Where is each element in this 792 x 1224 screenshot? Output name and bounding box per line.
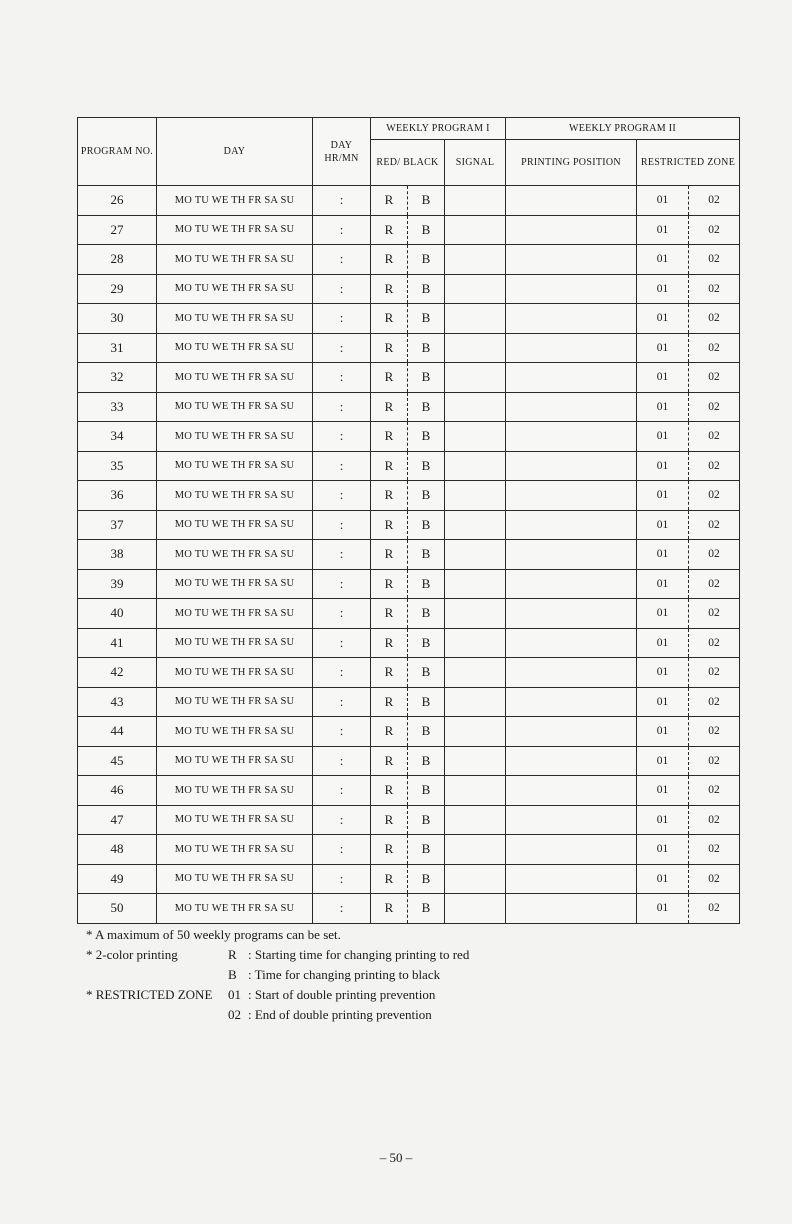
note-two-color-label: * 2-color printing — [86, 947, 178, 962]
note-zone-label: * RESTRICTED ZONE — [86, 987, 213, 1002]
signal-cell — [445, 658, 506, 688]
program-no-cell: 41 — [78, 628, 157, 658]
signal-cell — [445, 805, 506, 835]
red-cell: R — [371, 805, 408, 835]
zone-start-cell: 01 — [637, 658, 689, 688]
day-cell: MO TU WE TH FR SA SU — [157, 805, 313, 835]
red-cell: R — [371, 569, 408, 599]
zone-end-cell: 02 — [689, 481, 740, 511]
signal-cell — [445, 333, 506, 363]
printing-position-cell — [506, 894, 637, 924]
red-cell: R — [371, 481, 408, 511]
time-cell: : — [313, 215, 371, 245]
day-cell: MO TU WE TH FR SA SU — [157, 333, 313, 363]
black-cell: B — [408, 274, 445, 304]
black-cell: B — [408, 215, 445, 245]
zone-start-cell: 01 — [637, 540, 689, 570]
header-day-hrmn: DAY HR/MN — [313, 118, 371, 186]
printing-position-cell — [506, 746, 637, 776]
red-cell: R — [371, 510, 408, 540]
time-cell: : — [313, 569, 371, 599]
zone-start-cell: 01 — [637, 451, 689, 481]
time-cell: : — [313, 717, 371, 747]
program-no-cell: 47 — [78, 805, 157, 835]
signal-cell — [445, 717, 506, 747]
red-cell: R — [371, 894, 408, 924]
zone-end-cell: 02 — [689, 687, 740, 717]
day-cell: MO TU WE TH FR SA SU — [157, 687, 313, 717]
red-cell: R — [371, 599, 408, 629]
day-cell: MO TU WE TH FR SA SU — [157, 392, 313, 422]
zone-end-cell: 02 — [689, 510, 740, 540]
black-cell: B — [408, 717, 445, 747]
zone-end-cell: 02 — [689, 717, 740, 747]
table-row — [78, 304, 740, 334]
zone-end-cell: 02 — [689, 628, 740, 658]
signal-cell — [445, 274, 506, 304]
printing-position-cell — [506, 392, 637, 422]
table-row — [78, 658, 740, 688]
black-cell: B — [408, 864, 445, 894]
black-cell: B — [408, 245, 445, 275]
time-cell: : — [313, 481, 371, 511]
program-no-cell: 40 — [78, 599, 157, 629]
printing-position-cell — [506, 569, 637, 599]
day-cell: MO TU WE TH FR SA SU — [157, 422, 313, 452]
day-cell: MO TU WE TH FR SA SU — [157, 186, 313, 216]
signal-cell — [445, 363, 506, 393]
red-cell: R — [371, 687, 408, 717]
program-no-cell: 32 — [78, 363, 157, 393]
signal-cell — [445, 422, 506, 452]
signal-cell — [445, 304, 506, 334]
table-row — [78, 451, 740, 481]
note-black — [86, 965, 469, 985]
zone-end-cell: 02 — [689, 392, 740, 422]
zone-end-cell: 02 — [689, 245, 740, 275]
black-cell: B — [408, 363, 445, 393]
zone-start-cell: 01 — [637, 835, 689, 865]
program-rows — [78, 186, 740, 924]
zone-start-cell: 01 — [637, 333, 689, 363]
table-row — [78, 422, 740, 452]
time-cell: : — [313, 599, 371, 629]
program-no-cell: 26 — [78, 186, 157, 216]
signal-cell — [445, 599, 506, 629]
printing-position-cell — [506, 481, 637, 511]
program-no-cell: 30 — [78, 304, 157, 334]
time-cell: : — [313, 333, 371, 363]
program-no-cell: 39 — [78, 569, 157, 599]
note-zone02-desc: : End of double printing prevention — [248, 1007, 432, 1022]
signal-cell — [445, 776, 506, 806]
signal-cell — [445, 215, 506, 245]
red-cell: R — [371, 776, 408, 806]
zone-end-cell: 02 — [689, 894, 740, 924]
printing-position-cell — [506, 628, 637, 658]
signal-cell — [445, 540, 506, 570]
table-row — [78, 333, 740, 363]
note-zone02-key: 02 — [228, 1007, 241, 1022]
weekly-program-table — [77, 117, 740, 924]
day-cell: MO TU WE TH FR SA SU — [157, 864, 313, 894]
time-cell: : — [313, 540, 371, 570]
program-no-cell: 38 — [78, 540, 157, 570]
time-cell: : — [313, 392, 371, 422]
day-cell: MO TU WE TH FR SA SU — [157, 274, 313, 304]
black-cell: B — [408, 628, 445, 658]
time-cell: : — [313, 658, 371, 688]
printing-position-cell — [506, 510, 637, 540]
zone-start-cell: 01 — [637, 510, 689, 540]
note-zone01-key: 01 — [228, 987, 241, 1002]
zone-end-cell: 02 — [689, 540, 740, 570]
table-row — [78, 746, 740, 776]
note-r-desc: : Starting time for changing printing to red — [248, 947, 470, 962]
day-cell: MO TU WE TH FR SA SU — [157, 894, 313, 924]
printing-position-cell — [506, 717, 637, 747]
zone-end-cell: 02 — [689, 215, 740, 245]
time-cell: : — [313, 835, 371, 865]
zone-end-cell: 02 — [689, 599, 740, 629]
printing-position-cell — [506, 835, 637, 865]
red-cell: R — [371, 274, 408, 304]
black-cell: B — [408, 451, 445, 481]
red-cell: R — [371, 422, 408, 452]
time-cell: : — [313, 510, 371, 540]
day-cell: MO TU WE TH FR SA SU — [157, 481, 313, 511]
printing-position-cell — [506, 540, 637, 570]
table-row — [78, 569, 740, 599]
black-cell: B — [408, 746, 445, 776]
printing-position-cell — [506, 776, 637, 806]
black-cell: B — [408, 304, 445, 334]
table-row — [78, 835, 740, 865]
day-cell: MO TU WE TH FR SA SU — [157, 599, 313, 629]
day-cell: MO TU WE TH FR SA SU — [157, 835, 313, 865]
red-cell: R — [371, 628, 408, 658]
page-number: – 50 – — [379, 1150, 413, 1165]
table-row — [78, 186, 740, 216]
black-cell: B — [408, 687, 445, 717]
red-cell: R — [371, 864, 408, 894]
red-cell: R — [371, 245, 408, 275]
zone-start-cell: 01 — [637, 599, 689, 629]
table-row — [78, 599, 740, 629]
table-row — [78, 894, 740, 924]
program-no-cell: 29 — [78, 274, 157, 304]
program-no-cell: 37 — [78, 510, 157, 540]
day-cell: MO TU WE TH FR SA SU — [157, 245, 313, 275]
zone-end-cell: 02 — [689, 304, 740, 334]
signal-cell — [445, 392, 506, 422]
black-cell: B — [408, 835, 445, 865]
red-cell: R — [371, 304, 408, 334]
zone-start-cell: 01 — [637, 746, 689, 776]
printing-position-cell — [506, 687, 637, 717]
day-cell: MO TU WE TH FR SA SU — [157, 304, 313, 334]
program-no-cell: 42 — [78, 658, 157, 688]
red-cell: R — [371, 215, 408, 245]
zone-start-cell: 01 — [637, 422, 689, 452]
table-row — [78, 481, 740, 511]
printing-position-cell — [506, 658, 637, 688]
zone-end-cell: 02 — [689, 422, 740, 452]
time-cell: : — [313, 894, 371, 924]
table-row — [78, 363, 740, 393]
note-zone01-desc: : Start of double printing prevention — [248, 987, 436, 1002]
signal-cell — [445, 894, 506, 924]
program-no-cell: 33 — [78, 392, 157, 422]
black-cell: B — [408, 599, 445, 629]
black-cell: B — [408, 805, 445, 835]
zone-end-cell: 02 — [689, 363, 740, 393]
program-no-cell: 34 — [78, 422, 157, 452]
black-cell: B — [408, 392, 445, 422]
note-zone02 — [86, 1005, 469, 1025]
zone-end-cell: 02 — [689, 864, 740, 894]
printing-position-cell — [506, 363, 637, 393]
time-cell: : — [313, 805, 371, 835]
day-cell: MO TU WE TH FR SA SU — [157, 540, 313, 570]
time-cell: : — [313, 864, 371, 894]
black-cell: B — [408, 186, 445, 216]
program-no-cell: 31 — [78, 333, 157, 363]
table-row — [78, 540, 740, 570]
day-cell: MO TU WE TH FR SA SU — [157, 215, 313, 245]
time-cell: : — [313, 274, 371, 304]
header-red-black: RED/ BLACK — [371, 140, 445, 186]
zone-start-cell: 01 — [637, 687, 689, 717]
signal-cell — [445, 510, 506, 540]
zone-start-cell: 01 — [637, 776, 689, 806]
zone-end-cell: 02 — [689, 569, 740, 599]
footnotes — [86, 925, 469, 1025]
table-row — [78, 274, 740, 304]
header-printing-position: PRINTING POSITION — [506, 140, 637, 186]
program-no-cell: 49 — [78, 864, 157, 894]
zone-end-cell: 02 — [689, 776, 740, 806]
signal-cell — [445, 569, 506, 599]
printing-position-cell — [506, 245, 637, 275]
time-cell: : — [313, 746, 371, 776]
printing-position-cell — [506, 451, 637, 481]
note-restricted-zone — [86, 985, 469, 1005]
time-cell: : — [313, 776, 371, 806]
note-two-color — [86, 945, 469, 965]
table-row — [78, 687, 740, 717]
signal-cell — [445, 687, 506, 717]
header-restricted-zone: RESTRICTED ZONE — [637, 140, 740, 186]
zone-start-cell: 01 — [637, 186, 689, 216]
signal-cell — [445, 835, 506, 865]
printing-position-cell — [506, 333, 637, 363]
table-row — [78, 245, 740, 275]
time-cell: : — [313, 628, 371, 658]
black-cell: B — [408, 510, 445, 540]
printing-position-cell — [506, 805, 637, 835]
day-cell: MO TU WE TH FR SA SU — [157, 510, 313, 540]
program-no-cell: 27 — [78, 215, 157, 245]
header-weekly-program-2: WEEKLY PROGRAM II — [506, 118, 740, 140]
black-cell: B — [408, 481, 445, 511]
header-weekly-program-1: WEEKLY PROGRAM I — [371, 118, 506, 140]
zone-end-cell: 02 — [689, 451, 740, 481]
note-max-programs — [86, 925, 469, 945]
program-no-cell: 35 — [78, 451, 157, 481]
red-cell: R — [371, 835, 408, 865]
zone-start-cell: 01 — [637, 628, 689, 658]
printing-position-cell — [506, 215, 637, 245]
printing-position-cell — [506, 864, 637, 894]
table-row — [78, 717, 740, 747]
program-no-cell: 48 — [78, 835, 157, 865]
table-row — [78, 776, 740, 806]
table-row — [78, 864, 740, 894]
red-cell: R — [371, 540, 408, 570]
signal-cell — [445, 628, 506, 658]
zone-end-cell: 02 — [689, 333, 740, 363]
zone-end-cell: 02 — [689, 658, 740, 688]
printing-position-cell — [506, 599, 637, 629]
black-cell: B — [408, 422, 445, 452]
zone-start-cell: 01 — [637, 717, 689, 747]
program-no-cell: 36 — [78, 481, 157, 511]
day-cell: MO TU WE TH FR SA SU — [157, 746, 313, 776]
day-cell: MO TU WE TH FR SA SU — [157, 658, 313, 688]
table-row — [78, 628, 740, 658]
table-row — [78, 392, 740, 422]
printing-position-cell — [506, 274, 637, 304]
program-no-cell: 46 — [78, 776, 157, 806]
black-cell: B — [408, 894, 445, 924]
red-cell: R — [371, 363, 408, 393]
printing-position-cell — [506, 304, 637, 334]
program-no-cell: 43 — [78, 687, 157, 717]
table-row — [78, 215, 740, 245]
black-cell: B — [408, 333, 445, 363]
zone-start-cell: 01 — [637, 894, 689, 924]
red-cell: R — [371, 658, 408, 688]
zone-start-cell: 01 — [637, 864, 689, 894]
program-no-cell: 50 — [78, 894, 157, 924]
header-day: DAY — [157, 118, 313, 186]
signal-cell — [445, 746, 506, 776]
day-cell: MO TU WE TH FR SA SU — [157, 776, 313, 806]
zone-end-cell: 02 — [689, 805, 740, 835]
table-row — [78, 510, 740, 540]
red-cell: R — [371, 392, 408, 422]
zone-end-cell: 02 — [689, 746, 740, 776]
table-row — [78, 805, 740, 835]
time-cell: : — [313, 186, 371, 216]
signal-cell — [445, 481, 506, 511]
time-cell: : — [313, 687, 371, 717]
zone-start-cell: 01 — [637, 363, 689, 393]
zone-start-cell: 01 — [637, 245, 689, 275]
signal-cell — [445, 186, 506, 216]
zone-start-cell: 01 — [637, 215, 689, 245]
zone-start-cell: 01 — [637, 805, 689, 835]
printing-position-cell — [506, 186, 637, 216]
zone-end-cell: 02 — [689, 835, 740, 865]
black-cell: B — [408, 776, 445, 806]
program-no-cell: 28 — [78, 245, 157, 275]
zone-start-cell: 01 — [637, 392, 689, 422]
time-cell: : — [313, 245, 371, 275]
time-cell: : — [313, 422, 371, 452]
day-cell: MO TU WE TH FR SA SU — [157, 363, 313, 393]
red-cell: R — [371, 186, 408, 216]
printing-position-cell — [506, 422, 637, 452]
program-no-cell: 44 — [78, 717, 157, 747]
black-cell: B — [408, 540, 445, 570]
day-cell: MO TU WE TH FR SA SU — [157, 628, 313, 658]
note-max-programs-text: * A maximum of 50 weekly programs can be set. — [86, 927, 341, 942]
red-cell: R — [371, 717, 408, 747]
zone-start-cell: 01 — [637, 274, 689, 304]
day-cell: MO TU WE TH FR SA SU — [157, 717, 313, 747]
time-cell: : — [313, 363, 371, 393]
zone-start-cell: 01 — [637, 569, 689, 599]
black-cell: B — [408, 658, 445, 688]
zone-start-cell: 01 — [637, 481, 689, 511]
red-cell: R — [371, 746, 408, 776]
note-b-key: B — [228, 967, 237, 982]
zone-end-cell: 02 — [689, 186, 740, 216]
black-cell: B — [408, 569, 445, 599]
day-cell: MO TU WE TH FR SA SU — [157, 451, 313, 481]
signal-cell — [445, 451, 506, 481]
red-cell: R — [371, 451, 408, 481]
note-r-key: R — [228, 947, 237, 962]
day-cell: MO TU WE TH FR SA SU — [157, 569, 313, 599]
signal-cell — [445, 245, 506, 275]
header-signal: SIGNAL — [445, 140, 506, 186]
zone-start-cell: 01 — [637, 304, 689, 334]
header-program-no: PROGRAM NO. — [78, 118, 157, 186]
program-no-cell: 45 — [78, 746, 157, 776]
red-cell: R — [371, 333, 408, 363]
time-cell: : — [313, 304, 371, 334]
signal-cell — [445, 864, 506, 894]
note-b-desc: : Time for changing printing to black — [248, 967, 441, 982]
zone-end-cell: 02 — [689, 274, 740, 304]
time-cell: : — [313, 451, 371, 481]
